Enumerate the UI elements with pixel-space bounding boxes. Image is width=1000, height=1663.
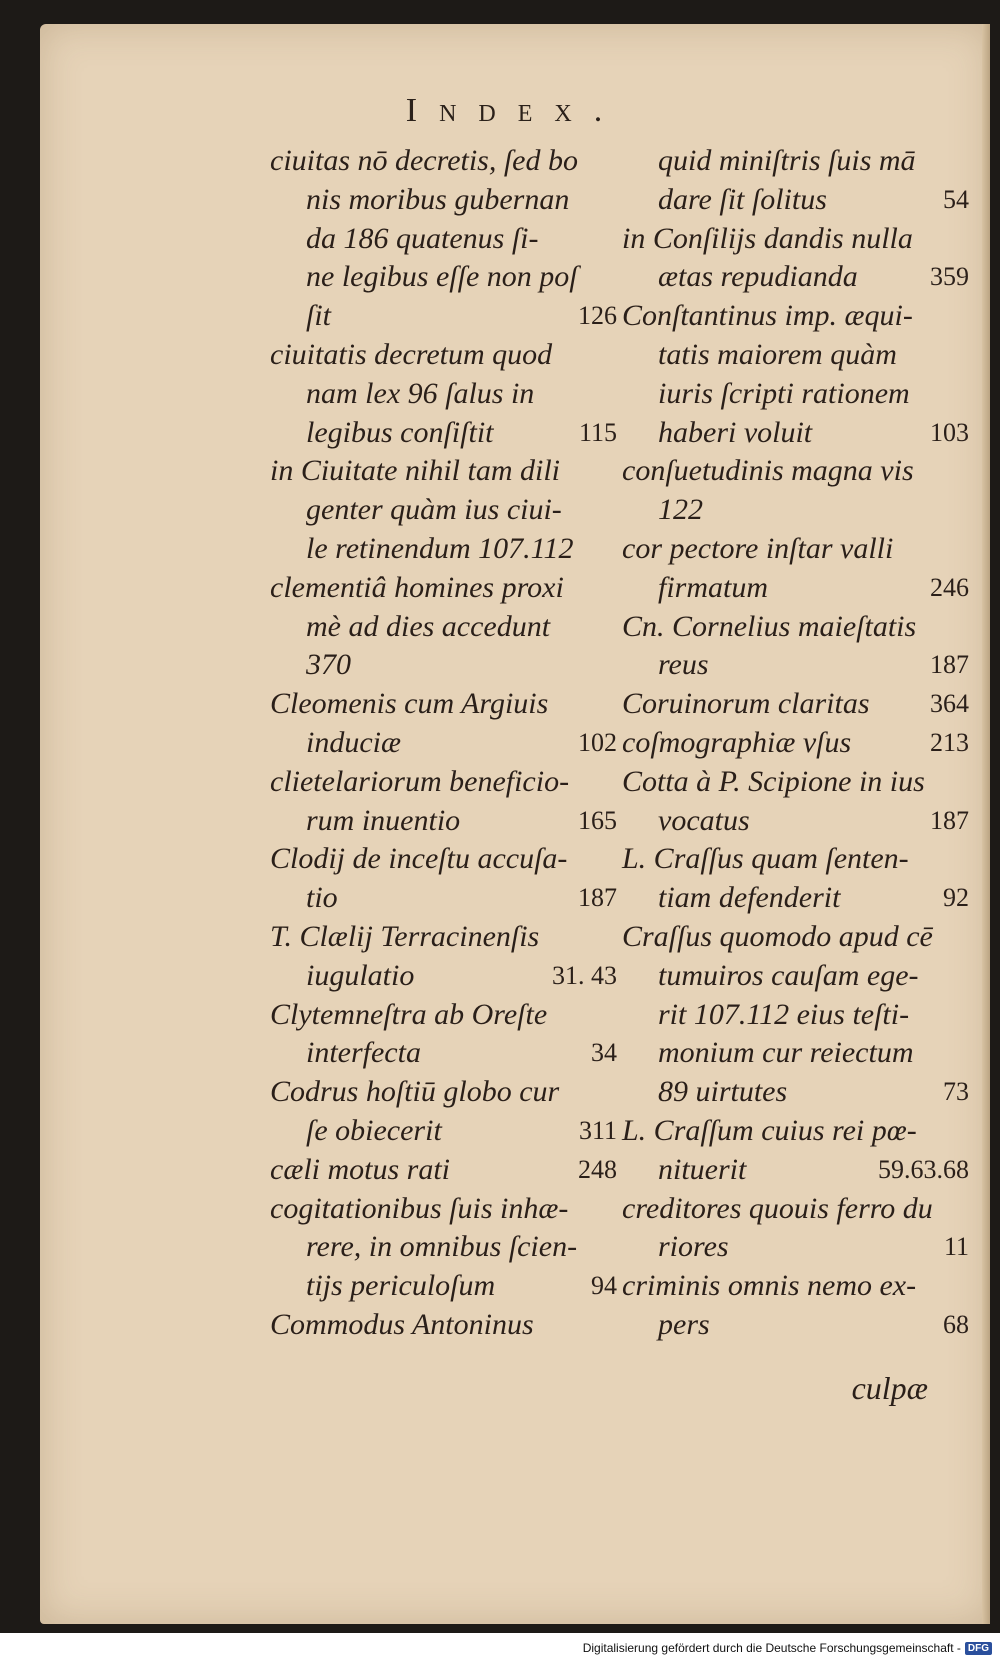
page-reference: 11: [943, 1232, 969, 1262]
index-entry-text: rere, in omnibus ſcien-: [306, 1230, 578, 1264]
page-reference: 92: [943, 883, 969, 913]
index-entry-text: le retinendum 107.112: [306, 531, 574, 565]
index-entry-text: pers: [658, 1307, 710, 1341]
page-reference: [969, 957, 977, 996]
index-line: [270, 1306, 625, 1345]
index-column-left: [270, 142, 625, 1345]
index-entry-text: Craſſus quomodo apud cē: [622, 919, 933, 953]
index-line: [270, 918, 625, 957]
index-line: [270, 336, 625, 375]
digitization-credit: [0, 1633, 1000, 1663]
index-line: [622, 452, 977, 491]
index-entry-text: Cn. Cornelius maieſtatis: [622, 609, 917, 643]
index-entry-text: nam lex 96 ſalus in: [306, 376, 535, 410]
index-entry-text: reus: [658, 648, 709, 682]
index-line: [622, 1190, 977, 1229]
index-entry-text: clementiâ homines proxi: [270, 570, 564, 604]
index-entry-text: firmatum: [658, 570, 769, 604]
index-column-right: [622, 142, 977, 1345]
index-line: [270, 763, 625, 802]
index-entry-text: induciæ: [306, 725, 401, 759]
index-entry-text: tatis maiorem quàm: [658, 337, 897, 371]
index-entry-text: genter quàm ius ciui-: [306, 493, 562, 527]
index-line: [622, 297, 977, 336]
index-line: [622, 608, 977, 647]
index-line: [622, 336, 977, 375]
page-reference: 126: [578, 301, 617, 331]
index-line: [622, 1151, 977, 1190]
index-line: [622, 646, 977, 685]
index-entry-text: Commodus Antoninus: [270, 1307, 534, 1341]
index-entry-text: cogitationibus ſuis inhæ-: [270, 1191, 569, 1225]
index-entry-text: Clytemneſtra ab Oreſte: [270, 997, 548, 1031]
credit-text: Digitalisierung gefördert durch die Deutsche Forschungsgemeinschaft -: [582, 1641, 961, 1655]
index-line: [622, 142, 977, 181]
index-entry-text: tiam defenderit: [658, 881, 841, 915]
index-line: [270, 724, 625, 763]
page-reference: 187: [930, 805, 969, 835]
index-entry-text: Codrus hoſtiū globo cur: [270, 1075, 560, 1109]
index-entry-text: conſuetudinis magna vis: [622, 454, 914, 488]
index-entry-text: ætas repudianda: [658, 260, 858, 294]
index-entry-text: tumuiros cauſam ege-: [658, 958, 919, 992]
index-line: [270, 1073, 625, 1112]
page-reference: [969, 1112, 977, 1151]
index-entry-text: L. Craſſum cuius rei pœ-: [622, 1113, 917, 1147]
index-line: [270, 957, 625, 996]
index-line: [270, 879, 625, 918]
page-reference: 311: [578, 1115, 617, 1145]
index-line: [622, 530, 977, 569]
index-line: [270, 1034, 625, 1073]
index-entry-text: ne legibus eſſe non poſ: [306, 260, 578, 294]
page-reference: 364: [930, 689, 969, 719]
index-entry-text: tijs periculoſum: [306, 1269, 496, 1303]
index-line: [270, 802, 625, 841]
index-entry-text: nituerit: [658, 1152, 747, 1186]
index-line: [270, 491, 625, 530]
page-reference: [969, 1190, 977, 1229]
index-line: [270, 258, 625, 297]
index-line: [622, 569, 977, 608]
page-reference: 59.63.68: [878, 1154, 969, 1184]
index-line: [622, 220, 977, 259]
page-reference: [969, 608, 977, 647]
index-entry-text: tio: [306, 881, 338, 915]
index-line: [270, 1190, 625, 1229]
index-entry-text: Coruinorum claritas: [622, 687, 870, 721]
page-reference: 165: [578, 805, 617, 835]
index-entry-text: 89 uirtutes: [658, 1075, 788, 1109]
index-line: [622, 1267, 977, 1306]
index-line: [270, 297, 625, 336]
page-reference: 103: [930, 417, 969, 447]
page-reference: 187: [930, 650, 969, 680]
page-reference: [969, 452, 977, 491]
index-entry-text: monium cur reiectum: [658, 1036, 914, 1070]
page-reference: [969, 491, 977, 530]
index-line: [622, 491, 977, 530]
index-entry-text: ſit: [306, 299, 332, 333]
index-line: [270, 452, 625, 491]
index-line: [622, 258, 977, 297]
index-line: [270, 1267, 625, 1306]
index-line: [270, 646, 625, 685]
index-line: [622, 1034, 977, 1073]
page-reference: 102: [578, 727, 617, 757]
index-line: [270, 142, 625, 181]
page-reference: [969, 530, 977, 569]
index-entry-text: vocatus: [658, 803, 750, 837]
index-entry-text: nis moribus gubernan: [306, 182, 570, 216]
page-reference: 187: [578, 883, 617, 913]
index-line: [270, 569, 625, 608]
page-reference: [969, 1034, 977, 1073]
page-reference: 54: [943, 184, 969, 214]
index-line: [270, 414, 625, 453]
index-entry-text: cor pectore inſtar valli: [622, 531, 894, 565]
index-line: [622, 1228, 977, 1267]
index-entry-text: iugulatio: [306, 958, 415, 992]
page-reference: [969, 1267, 977, 1306]
index-entry-text: mè ad dies accedunt: [306, 609, 551, 643]
page-reference: 31. 43: [552, 960, 617, 990]
index-line: [270, 840, 625, 879]
page-reference: 213: [930, 727, 969, 757]
index-entry-text: T. Clælij Terracinenſis: [270, 919, 540, 953]
index-entry-text: coſmographiæ vſus: [622, 725, 852, 759]
index-entry-text: interfecta: [306, 1036, 421, 1070]
index-line: [270, 1112, 625, 1151]
index-entry-text: cæli motus rati: [270, 1152, 451, 1186]
page-reference: 94: [591, 1271, 617, 1301]
index-line: [270, 530, 625, 569]
page-reference: 68: [943, 1309, 969, 1339]
index-line: [622, 918, 977, 957]
index-entry-text: rum inuentio: [306, 803, 461, 837]
index-line: [622, 840, 977, 879]
page-reference: [969, 996, 977, 1035]
index-entry-text: ciuitas nō decretis, ſed bo: [270, 144, 578, 177]
index-line: [622, 957, 977, 996]
page-reference: 359: [930, 262, 969, 292]
index-entry-text: quid miniſtris ſuis mā: [658, 144, 916, 177]
index-entry-text: dare ſit ſolitus: [658, 182, 827, 216]
page-reference: [969, 918, 977, 957]
index-line: [622, 1073, 977, 1112]
index-entry-text: L. Craſſus quam ſenten-: [622, 842, 909, 876]
index-line: [270, 181, 625, 220]
page-reference: 115: [578, 417, 617, 447]
page-reference: [969, 840, 977, 879]
index-entry-text: clietelariorum beneficio-: [270, 764, 570, 798]
dfg-logo: DFG: [965, 1642, 992, 1655]
index-entry-text: Cotta à P. Scipione in ius: [622, 764, 925, 798]
index-entry-text: 122: [658, 493, 703, 527]
page-reference: [969, 763, 977, 802]
page-reference: 34: [591, 1038, 617, 1068]
index-line: [270, 1151, 625, 1190]
page-header: Index.: [405, 92, 625, 129]
page-reference: 248: [578, 1154, 617, 1184]
catchword: culpæ: [851, 1370, 928, 1406]
page-reference: [969, 142, 977, 181]
page-reference: [969, 336, 977, 375]
index-entry-text: criminis omnis nemo ex-: [622, 1269, 917, 1303]
index-line: [270, 608, 625, 647]
index-entry-text: da 186 quatenus ſi-: [306, 221, 539, 255]
index-entry-text: 370: [306, 648, 351, 682]
index-line: [622, 181, 977, 220]
index-line: [622, 724, 977, 763]
index-line: [622, 375, 977, 414]
page-reference: [969, 220, 977, 259]
index-entry-text: creditores quouis ferro du: [622, 1191, 933, 1225]
index-entry-text: rit 107.112 eius teſti-: [658, 997, 910, 1031]
index-entry-text: Conſtantinus imp. æqui-: [622, 299, 913, 333]
index-entry-text: riores: [658, 1230, 729, 1264]
index-entry-text: ſe obiecerit: [306, 1113, 442, 1147]
index-line: [622, 879, 977, 918]
page-reference: 73: [943, 1077, 969, 1107]
page-reference: 246: [930, 572, 969, 602]
index-entry-text: haberi voluit: [658, 415, 813, 449]
index-line: [622, 763, 977, 802]
index-line: [270, 685, 625, 724]
index-line: [622, 414, 977, 453]
index-entry-text: legibus conſiſtit: [306, 415, 494, 449]
index-line: [270, 375, 625, 414]
index-entry-text: Clodij de inceſtu accuſa-: [270, 842, 568, 876]
index-line: [270, 220, 625, 259]
index-line: [270, 1228, 625, 1267]
index-line: [622, 996, 977, 1035]
page-reference: [969, 297, 977, 336]
index-line: [622, 685, 977, 724]
index-line: [622, 1112, 977, 1151]
index-line: [270, 996, 625, 1035]
book-page: [40, 24, 990, 1624]
index-line: [622, 1306, 977, 1345]
index-entry-text: in Conſilijs dandis nulla: [622, 221, 913, 255]
index-entry-text: ciuitatis decretum quod: [270, 337, 553, 371]
index-entry-text: iuris ſcripti rationem: [658, 376, 910, 410]
index-entry-text: Cleomenis cum Argiuis: [270, 687, 549, 721]
index-line: [622, 802, 977, 841]
page-edge: [982, 24, 990, 1624]
page-reference: [969, 375, 977, 414]
index-entry-text: in Ciuitate nihil tam dili: [270, 454, 561, 488]
